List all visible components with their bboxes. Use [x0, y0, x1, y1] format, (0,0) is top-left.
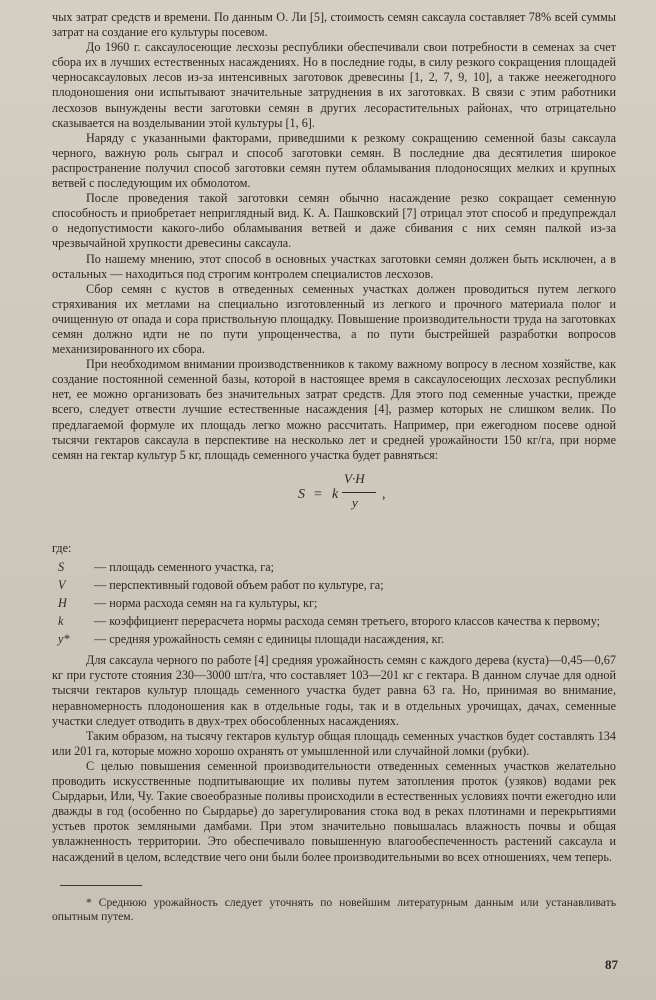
paragraph-5: По нашему мнению, этот способ в основных участках заготовки семян должен быть исключен, а в остальных — находиться под строгим контролем специалистов лесхозов. — [52, 251, 616, 281]
formula-equals: = — [314, 486, 322, 502]
definition-item — [52, 632, 616, 647]
seed-area-formula — [52, 469, 616, 531]
formula-denominator: y — [352, 494, 358, 510]
paragraph-6: Сбор семян с кустов в отведенных семенных участках должен проводиться путем легкого стряхивания их метлами на специально изготовленный из легкого и прочного материала полог и очищенную от опада и сора приствольную площадку. Повышение производительности труда на заготовках семян должно идти не по пути упрощенчества, а по пути быстрейшей разработки вопросов механизированного их сбора. — [52, 281, 616, 357]
definition-text: — норма расхода семян на га культуры, кг; — [94, 596, 318, 610]
definition-symbol: V — [58, 577, 66, 592]
definition-symbol: S — [58, 559, 65, 574]
definition-item — [52, 614, 616, 629]
paragraph-1: чых затрат средств и времени. По данным О. Ли [5], стоимость семян саксаула составляет 78% всей суммы затрат на создание его культуры посевом. — [52, 10, 616, 40]
paragraph-4: После проведения такой заготовки семян обычно насаждение резко сокращает семенную способность и приобретает неприглядный вид. К. А. Пашковский [7] отрицал этот способ и предупреждал о недопустимости какого-либо обламывания ветвей и даже сбивания с них семян палкой из-за чрезвычайной хрупкости древесины саксаула. — [52, 191, 616, 251]
footnote: * Среднюю урожайность следует уточнять по новейшим литературным данным или устанавливать опытным путем. — [52, 895, 616, 923]
paragraph-2: До 1960 г. саксаулосеющие лесхозы республики обеспечивали свои потребности в семенах за счет сбора их в лучших естественных насаждениях. Но в последние годы, в силу резкого сокращения площадей черносаксауловых лесов из-за интенсивных заготовок древесины [1, 2, 7, 9, 10], а также неежегодного плодоношения они испытывают значительные затруднения в их заготовках. В связи с этим работники лесхозов вынуждены вести заготовки семян в других лесорастительных районах, что отрицательно сказывается на возделывании этой культуры [1, 6]. — [52, 40, 616, 130]
definition-text: — перспективный годовой объем работ по культуре, га; — [94, 577, 384, 592]
paragraph-8: Для саксаула черного по работе [4] средняя урожайность семян с каждого дерева (куста)—0,45—0,67 кг при густоте стояния 230—3000 шт/га, что составляет 103—201 кг с гектара. В данном случае для одной тысячи гектаров культур площадь семенного участка будет равна 63 га. Но, принимая во внимание, неравномерность плодоношения как в отдельные годы, так и в отдельных урочищах, дачах, семенные участки следует отводить в двух-трех обособленных насаждениях. — [52, 653, 616, 728]
formula-coefficient: k — [332, 486, 339, 502]
definition-symbol: k — [58, 614, 64, 629]
paragraph-3: Наряду с указанными факторами, приведшими к резкому сокращению семенной базы саксаула черного, важную роль сыграл и способ заготовки семян. В последние два десятилетия широкое распространение получил способ заготовки семян путем обламывания плодоносящих мелких и крупных ветвей с последующим их обмолотом. — [52, 130, 616, 191]
footnote-divider — [60, 885, 142, 886]
definition-item — [52, 596, 616, 611]
where-label: где: — [52, 540, 72, 555]
paragraph-9: Таким образом, на тысячу гектаров культур общая площадь семенных участков будет составлять 134 или 201 га, которые можно хорошо охранять от умышленной или случайной ломки (рубки). — [52, 728, 616, 758]
formula-fraction-bar — [342, 492, 376, 493]
definition-text: — средняя урожайность семян с единицы площади насаждения, кг. — [94, 632, 445, 647]
paragraph-10: С целью повышения семенной производительности отведенных семенных участков желательно проводить искусственные подпитывающие их поливы путем затопления проток (узяков) водами рек Сырдарьи, Или, Чу. Такие своеобразные поливы происходили в естественных условиях почти ежегодно или дважды в год (особенно по Сырдарье) до зарегулирования стока вод в реках плотинами и перекрытиями устьев проток земляными дамбами. При этом значительно повышалась влажность почвы и общая увлажненность территории. Это обеспечивало повышенную влагообеспеченность растений саксаула и насаждений в целом, вследствие чего они были более производительными во всех отношениях, чем теперь. — [52, 758, 616, 864]
formula-comma: , — [382, 486, 386, 502]
page-number: 87 — [605, 957, 618, 972]
definition-list — [52, 560, 616, 647]
definition-text: — коэффициент перерасчета нормы расхода семян третьего, второго классов качества к первому; — [94, 614, 601, 629]
definition-symbol: H — [58, 596, 67, 610]
paragraph-7: При необходимом внимании производственников к такому важному вопросу в лесном хозяйстве, как создание постоянной семенной базы, которой в настоящее время в саксаулосеющих лесхозах республики нет, ее можно организовать без значительных затрат средств. Для этого под семенные участки, прежде всего, следует отвести лучшие естественные насаждения [4], размер которых не слишком велик. По предлагаемой формуле их площадь легко можно рассчитать. Например, при ежегодном посеве одной тысячи гектаров саксаула в перспективе на несколько лет и средней урожайности 150 кг/га, при норме семян на гектар культур 5 кг, площадь семенного участка будет равняться: — [52, 357, 616, 462]
formula-numerator: V·H — [344, 470, 365, 486]
definition-item — [52, 578, 616, 593]
definition-text: — площадь семенного участка, га; — [94, 559, 274, 574]
definition-symbol: y* — [58, 632, 70, 647]
formula-lhs: S — [298, 486, 305, 502]
definition-item — [52, 560, 616, 575]
